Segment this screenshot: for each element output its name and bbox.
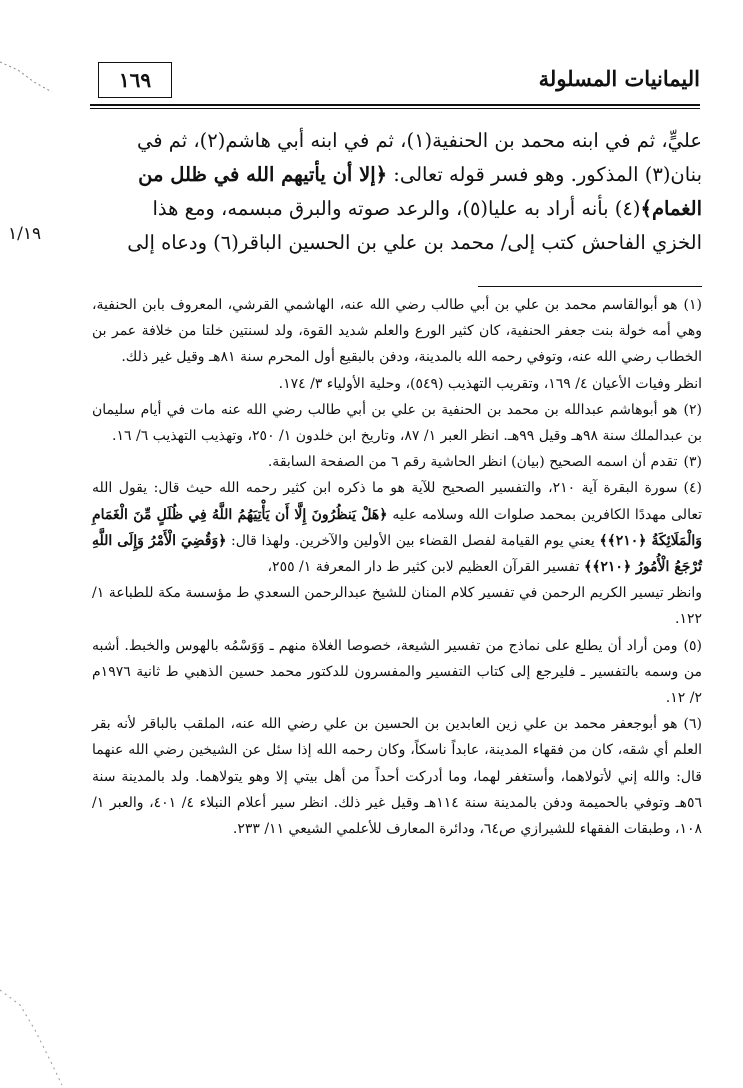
footnote-6: (٦)هو أبوجعفر محمد بن علي زين العابدين بن الحسين بن علي رضي الله عنه، الملقب بالباقر لأنه بقر العلم أي شقه، كان من فقهاء المدينة، عابداً ناسكاً، وكان رحمه الله إذا سئل عن الشيخين رضي الله عنهما قال: والله إني لأتولاهما، وأستغفر لهما، وما أدركت أحداً من أهل بيتي إلا وهو يتولاهما. ولد بالمدينة سنة ٥٦هـ وتوفي بالحميمة ودفن بالمدينة سنة ١١٤هـ وقيل غير ذلك. انظر سير أعلام النبلاء ٤/ ٤٠١، والعبر ١/ ١٠٨، وطبقات الفقهاء للشيرازي ص٦٤، ودائرة المعارف للأعلمي الشيعي ١١/ ٢٣٣.	[92, 716, 702, 838]
page-number: ١٦٩	[98, 62, 172, 98]
quran-quote: ﴿إلا أن يأتيهم الله في ظلل من	[138, 163, 388, 186]
footnotes	[92, 292, 702, 842]
quran-verse: ﴿وَقُضِيَ الْأَمْرُ وَإِلَى اللَّهِ تُرْجَعُ الْأُمُورُ ﴿٢١٠﴾﴾	[92, 532, 702, 576]
header-rule-thin	[90, 108, 700, 109]
footnote-separator	[478, 286, 702, 287]
footnote-4-refs: وانظر تيسير الكريم الرحمن في تفسير كلام المنان للشيخ عبدالرحمن السعدي ط مؤسسة مكة للطباعة ١/ ١٢٢.	[92, 585, 702, 628]
text-line: بنان(٣) المذكور. وهو فسر قوله تعالى: ﴿إلا أن يأتيهم الله في ظلل من	[138, 163, 702, 186]
page-header	[90, 62, 700, 108]
footnote-5: (٥)ومن أراد أن يطلع على نماذج من تفسير الشيعة، خصوصا الغلاة منهم ـ وَوَسْمُه بالهوس والخبط. أشبه من وسمه بالتفسير ـ فليرجع إلى كتاب التفسير والمفسرون للدكتور محمد حسين الذهبي ط ثانية ١٩٧٦م ٢/ ١٢.	[92, 637, 702, 707]
footnote-1-refs: انظر وفيات الأعيان ٤/ ١٦٩، وتقريب التهذيب (٥٤٩)، وحلية الأولياء ٣/ ١٧٤.	[278, 375, 702, 392]
running-title: اليمانيات المسلولة	[538, 66, 700, 91]
footnote-1: (١)هو أبوالقاسم محمد بن علي بن أبي طالب رضي الله عنه، الهاشمي القرشي، المعروف بابن الحنفية، وهي أمه خولة بنت جعفر الحنفية، كان كثير الورع والعلم شديد القوة، ولد لسنتين خلتا من خلافة عمر بن الخطاب رضي الله عنه، وتوفي رحمه الله بالمدينة، ودفن بالبقيع أول المحرم سنة ٨١هـ وقيل غير ذلك.	[92, 297, 703, 366]
footnote-3: (٣)تقدم أن اسمه الصحيح (بيان) انظر الحاشية رقم ٦ من الصفحة السابقة.	[267, 454, 702, 471]
footnote-2: (٢)هو أبوهاشم عبدالله بن محمد بن الحنفية بن علي بن أبي طالب رضي الله عنه مات في أيام سليمان بن عبدالملك سنة ٩٨هـ وقيل ٩٩هـ. انظر العبر ١/ ٨٧، وتاريخ ابن خلدون ١/ ٢٥٠، وتهذيب التهذيب ٦/ ١٦.	[92, 401, 702, 445]
margin-manuscript-ref: ١/١٩	[8, 224, 42, 244]
quran-verse: ﴿هَلْ يَنظُرُونَ إِلَّا أَن يَأْتِيَهُمُ اللَّهُ فِي ظُلَلٍ مِّنَ الْغَمَامِ وَالْمَلَائِكَةُ ﴿٢١٠﴾﴾	[92, 506, 702, 549]
main-text	[92, 124, 702, 260]
text-line: الخزي الفاحش كتب إلى/ محمد بن علي بن الحسين الباقر(٦) ودعاه إلى	[127, 231, 702, 254]
footnote-4: (٤)سورة البقرة آية ٢١٠، والتفسير الصحيح للآية هو ما ذكره ابن كثير رحمه الله حيث قال: يقول الله تعالى مهددًا الكافرين بمحمد صلوات الله وسلامه عليه ﴿هَلْ يَنظُرُونَ إِلَّا أَن يَأْتِيَهُمُ اللَّهُ فِي ظُلَلٍ مِّنَ الْغَمَامِ وَالْمَلَائِكَةُ ﴿٢١٠﴾﴾ يعني يوم القيامة لفصل القضاء بين الأولين والآخرين. ولهذا قال: ﴿وَقُضِيَ الْأَمْرُ وَإِلَى اللَّهِ تُرْجَعُ الْأُمُورُ ﴿٢١٠﴾﴾ تفسير القرآن العظيم لابن كثير ط دار المعرفة ١/ ٢٥٥،	[92, 480, 702, 576]
text-line: عليٍّ، ثم في ابنه محمد بن الحنفية(١)، ثم في ابنه أبي هاشم(٢)، ثم في	[136, 129, 702, 152]
header-rule	[90, 104, 700, 106]
text-line: الغمام﴾(٤) بأنه أراد به عليا(٥)، والرعد صوته والبرق مبسمه، ومع هذا	[152, 197, 702, 220]
quran-quote-end: الغمام﴾	[640, 197, 702, 220]
